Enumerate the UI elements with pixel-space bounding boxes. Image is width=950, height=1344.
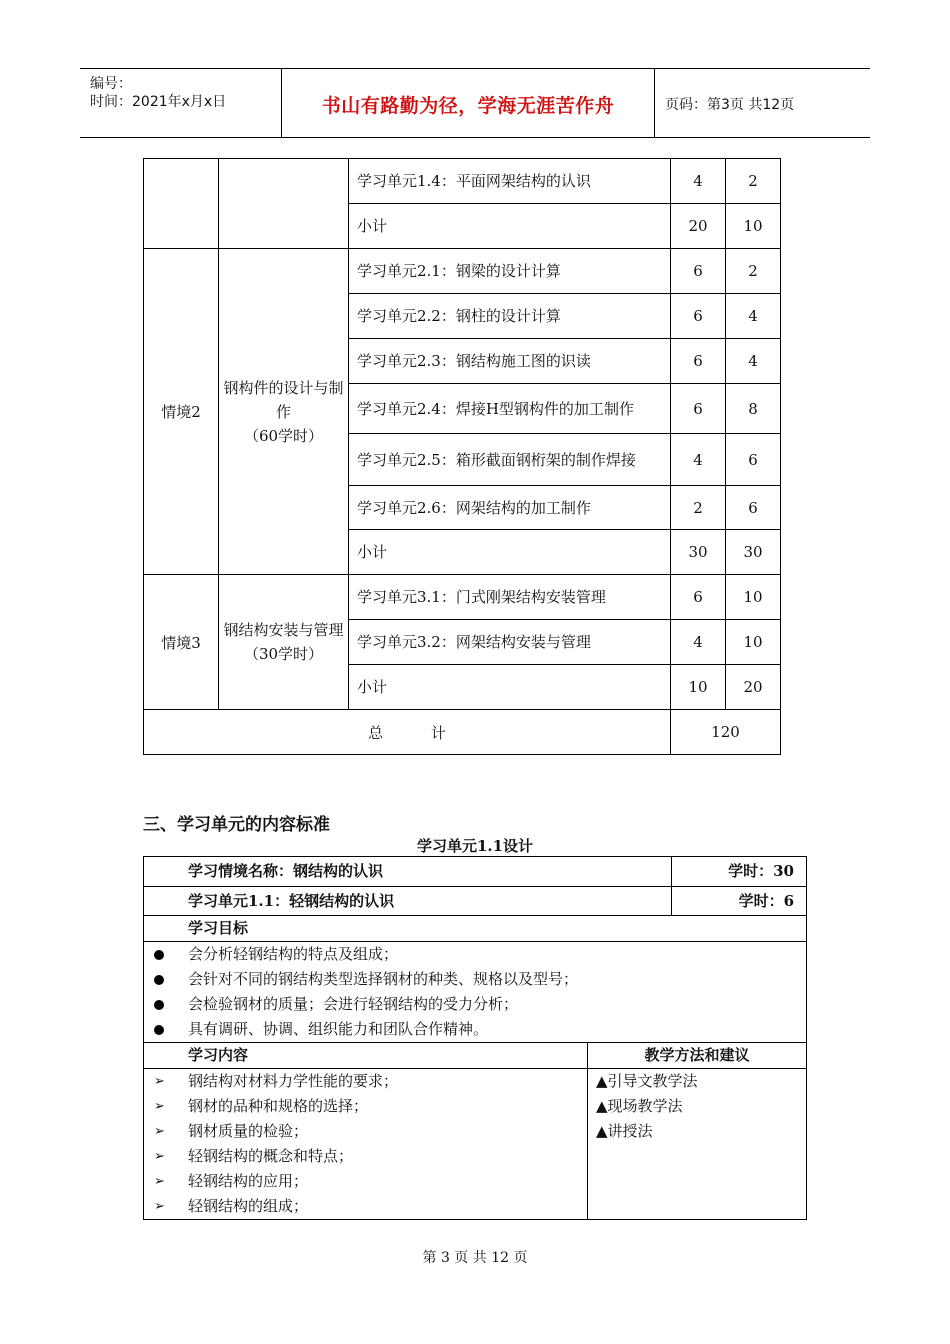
arrow-bullet-icon: ➢ xyxy=(154,1124,165,1139)
subtotal-cell: 小计 xyxy=(349,204,671,249)
hours-b-cell: 2 xyxy=(726,159,781,204)
hours-b-cell: 10 xyxy=(726,204,781,249)
page-footer: 第 3 页 共 12 页 xyxy=(422,1250,528,1266)
unit-cell: 学习单元3.1：门式刚架结构安装管理 xyxy=(349,575,671,620)
content-text: 钢材的品种和规格的选择； xyxy=(188,1097,369,1115)
method-item: ▲引导文教学法 xyxy=(596,1072,698,1090)
hours-b-cell: 4 xyxy=(726,294,781,339)
table-row xyxy=(144,1069,807,1220)
unit-cell: 学习单元1.4：平面网架结构的认识 xyxy=(349,159,671,204)
context-name: 学习情境名称：钢结构的认识 xyxy=(144,857,672,887)
arrow-bullet-icon: ➢ xyxy=(154,1099,165,1114)
method-heading: 教学方法和建议 xyxy=(588,1043,807,1069)
hours-b-cell: 30 xyxy=(726,530,781,575)
list-item xyxy=(144,1194,587,1219)
list-item xyxy=(144,1144,587,1169)
header-left xyxy=(80,69,281,137)
hours-a-cell: 4 xyxy=(671,434,726,486)
hours-a-cell: 6 xyxy=(671,294,726,339)
unit-cell: 学习单元2.6：网架结构的加工制作 xyxy=(349,486,671,530)
content-text: 钢结构对材料力学性能的要求； xyxy=(188,1072,399,1090)
motto: 书山有路勤为径，学海无涯苦作舟 xyxy=(321,95,615,117)
unit-cell: 学习单元3.2：网架结构安装与管理 xyxy=(349,620,671,665)
hours-b-cell: 6 xyxy=(726,434,781,486)
table-row xyxy=(144,942,807,1043)
arrow-bullet-icon: ➢ xyxy=(154,1174,165,1189)
hours-b-cell: 6 xyxy=(726,486,781,530)
hours-a-cell: 6 xyxy=(671,339,726,384)
scenario-hours: （60学时） xyxy=(243,426,324,445)
hours-a-cell: 6 xyxy=(671,249,726,294)
table-row xyxy=(144,857,807,887)
content-heading: 学习内容 xyxy=(144,1043,588,1069)
list-item xyxy=(144,1069,587,1094)
bullet-icon xyxy=(154,975,164,985)
hours-a-cell: 30 xyxy=(671,530,726,575)
bullet-icon xyxy=(154,1000,164,1010)
arrow-bullet-icon: ➢ xyxy=(154,1074,165,1089)
goals-cell xyxy=(144,942,807,1043)
content-text: 轻钢结构的组成； xyxy=(188,1197,309,1215)
subtotal-cell: 小计 xyxy=(349,665,671,710)
table-row xyxy=(144,249,781,294)
unit-cell: 学习单元2.1：钢梁的设计计算 xyxy=(349,249,671,294)
list-item xyxy=(144,1094,587,1119)
method-item: ▲现场教学法 xyxy=(596,1097,683,1115)
hours-b-cell: 2 xyxy=(726,249,781,294)
goal-text: 会针对不同的钢结构类型选择钢材的种类、规格以及型号； xyxy=(188,970,579,988)
context-hours: 学时：30 xyxy=(672,857,807,887)
list-item xyxy=(144,1119,587,1144)
unit-caption: 学习单元1.1设计 xyxy=(416,837,534,855)
bullet-icon xyxy=(154,950,164,960)
table-row xyxy=(144,1043,807,1069)
table-row xyxy=(144,710,781,755)
goal-text: 具有调研、协调、组织能力和团队合作精神。 xyxy=(188,1020,489,1038)
hours-a-cell: 2 xyxy=(671,486,726,530)
hours-a-cell: 6 xyxy=(671,575,726,620)
contents-cell xyxy=(144,1069,588,1220)
page-header xyxy=(80,68,870,138)
unit-name: 学习单元1.1：轻钢结构的认识 xyxy=(144,887,672,916)
page-label: 页码：第3页 共12页 xyxy=(665,97,795,113)
list-item xyxy=(144,1169,587,1194)
scenario-name: 情境3 xyxy=(144,575,219,710)
hours-a-cell: 4 xyxy=(671,159,726,204)
schedule-table xyxy=(143,158,781,755)
unit-cell: 学习单元2.3：钢结构施工图的识读 xyxy=(349,339,671,384)
methods-cell xyxy=(588,1069,807,1220)
scenario-name: 情境2 xyxy=(144,249,219,575)
hours-b-cell: 10 xyxy=(726,575,781,620)
total-label: 总 计 xyxy=(144,710,671,755)
total-value: 120 xyxy=(671,710,781,755)
time-label: 时间：2021年x月x日 xyxy=(90,94,227,110)
unit-table xyxy=(143,856,807,1220)
header-center xyxy=(281,69,655,137)
content-text: 轻钢结构的概念和特点； xyxy=(188,1147,354,1165)
hours-a-cell: 6 xyxy=(671,384,726,434)
scenario-title: 钢结构安装与管理 xyxy=(223,621,344,639)
goal-heading: 学习目标 xyxy=(144,916,807,942)
list-item xyxy=(144,942,806,967)
list-item xyxy=(144,1017,806,1042)
arrow-bullet-icon: ➢ xyxy=(154,1149,165,1164)
hours-a-cell: 20 xyxy=(671,204,726,249)
table-row xyxy=(144,916,807,942)
content-text: 钢材质量的检验； xyxy=(188,1122,309,1140)
table-row xyxy=(144,159,781,204)
bullet-icon xyxy=(154,1025,164,1035)
hours-a-cell: 10 xyxy=(671,665,726,710)
header-right xyxy=(655,69,870,137)
hours-a-cell: 4 xyxy=(671,620,726,665)
subtotal-cell: 小计 xyxy=(349,530,671,575)
scenario-title-cell xyxy=(219,249,349,575)
scenario-title: 钢构件的设计与制作 xyxy=(223,378,344,421)
content-text: 轻钢结构的应用； xyxy=(188,1172,309,1190)
scenario-hours: （30学时） xyxy=(243,645,324,663)
goal-text: 会分析轻钢结构的特点及组成； xyxy=(188,945,399,963)
goal-text: 会检验钢材的质量；会进行轻钢结构的受力分析； xyxy=(188,995,519,1013)
unit-hours: 学时：6 xyxy=(672,887,807,916)
method-item: ▲讲授法 xyxy=(596,1122,653,1140)
section-title: 三、学习单元的内容标准 xyxy=(143,815,330,835)
unit-cell: 学习单元2.2：钢柱的设计计算 xyxy=(349,294,671,339)
hours-b-cell: 8 xyxy=(726,384,781,434)
unit-cell: 学习单元2.5：箱形截面钢桁架的制作焊接 xyxy=(349,434,671,486)
scenario-title-cell xyxy=(219,159,349,249)
scenario-title-cell xyxy=(219,575,349,710)
number-label: 编号： xyxy=(90,76,132,92)
scenario-cell xyxy=(144,159,219,249)
list-item xyxy=(144,967,806,992)
hours-b-cell: 20 xyxy=(726,665,781,710)
arrow-bullet-icon: ➢ xyxy=(154,1199,165,1214)
hours-b-cell: 4 xyxy=(726,339,781,384)
table-row xyxy=(144,575,781,620)
unit-cell: 学习单元2.4：焊接H型钢构件的加工制作 xyxy=(349,384,671,434)
table-row xyxy=(144,887,807,916)
hours-b-cell: 10 xyxy=(726,620,781,665)
list-item xyxy=(144,992,806,1017)
